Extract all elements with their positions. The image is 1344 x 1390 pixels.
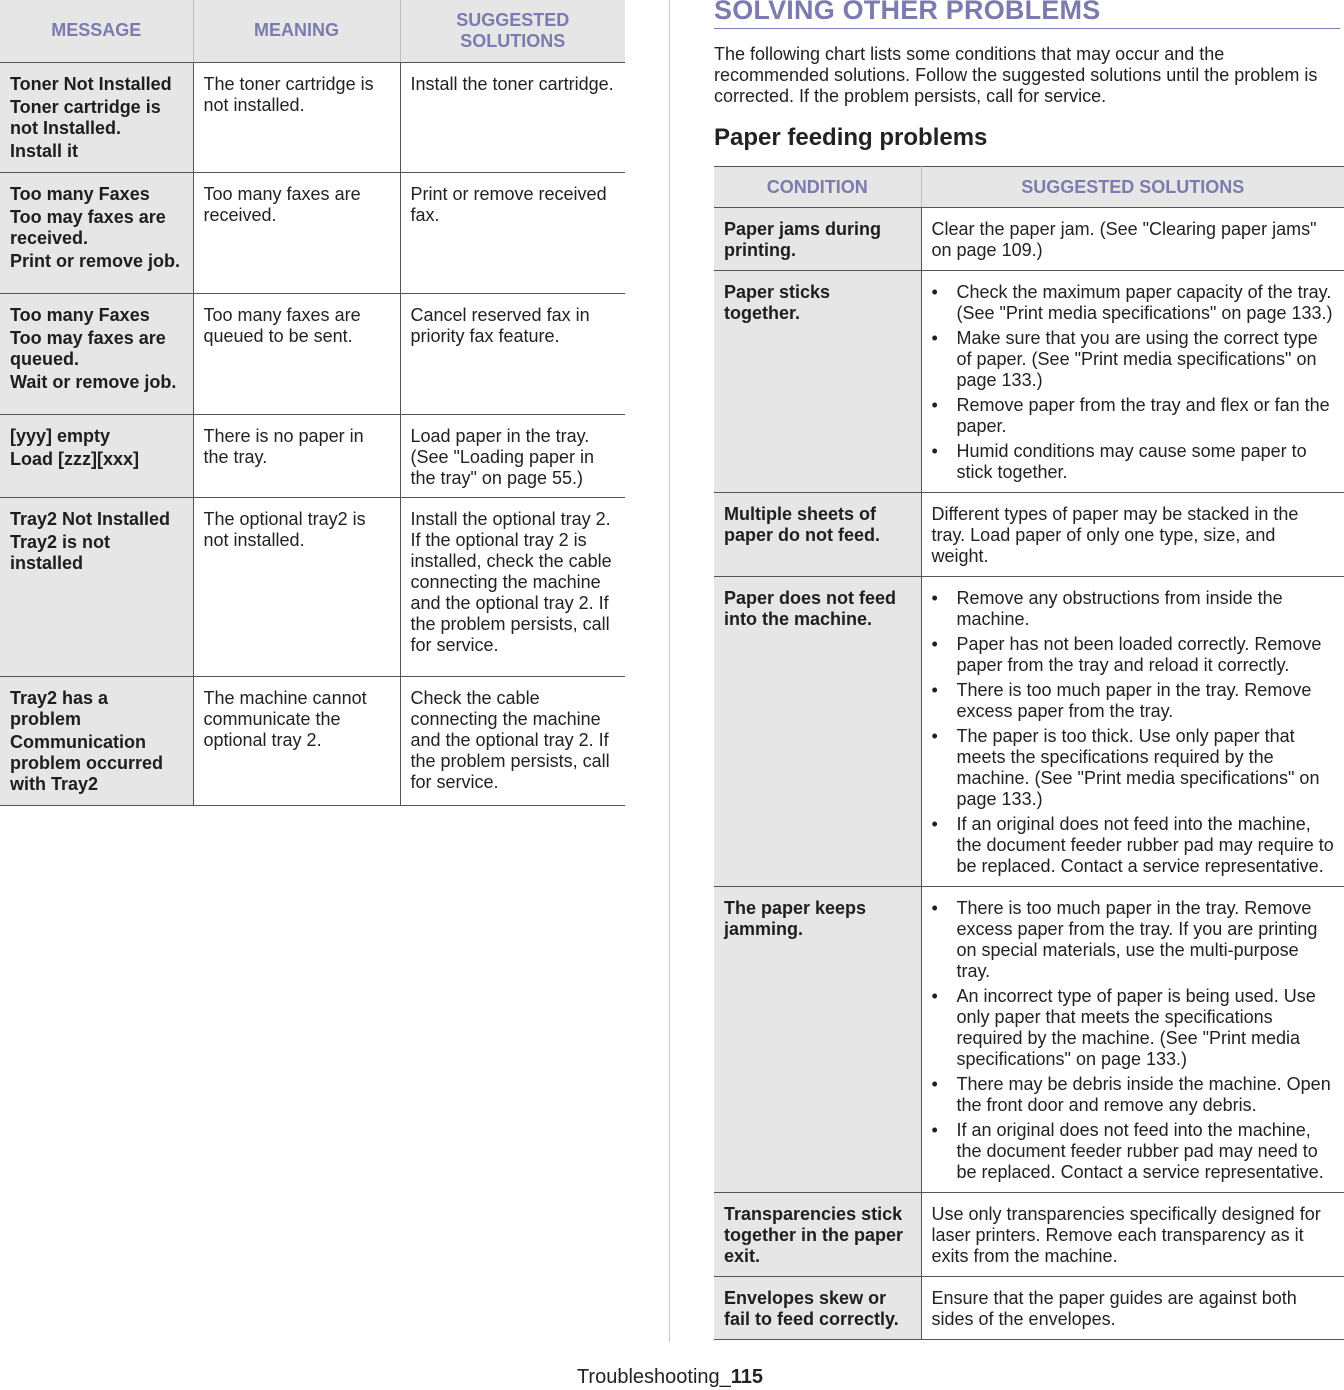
condition-cell: Paper does not feed into the machine. bbox=[714, 577, 921, 887]
solution-cell: Load paper in the tray. (See "Loading paper in the tray" on page 55.) bbox=[400, 414, 625, 497]
meaning-cell: There is no paper in the tray. bbox=[193, 414, 400, 497]
message-line: Toner cartridge is not Installed. bbox=[10, 96, 161, 138]
message-line: Tray2 Not Installed bbox=[10, 508, 171, 529]
message-line: Load [zzz][xxx] bbox=[10, 448, 140, 469]
meaning-cell: Too many faxes are received. bbox=[193, 172, 400, 293]
message-line: Tray2 has a problem bbox=[10, 687, 109, 729]
page-number: 115 bbox=[730, 1366, 764, 1388]
meaning-cell: The machine cannot communicate the optional tray 2. bbox=[193, 676, 400, 805]
paper-feeding-table bbox=[714, 166, 1344, 1340]
table-row bbox=[0, 497, 625, 676]
table-row bbox=[714, 208, 1344, 271]
condition-cell: The paper keeps jamming. bbox=[714, 887, 921, 1193]
condition-cell: Envelopes skew or fail to feed correctly. bbox=[714, 1277, 921, 1340]
table-row bbox=[714, 887, 1344, 1193]
solution-bullet: • An incorrect type of paper is being used. Use only paper that meets the specifications required by the machine. (See "Print media specifications" on page 133.) bbox=[932, 986, 1335, 1070]
message-cell bbox=[0, 293, 193, 414]
solution-bullet: • Remove any obstructions from inside the machine. bbox=[932, 588, 1335, 630]
table-row bbox=[0, 414, 625, 497]
subsection-title: Paper feeding problems bbox=[714, 124, 988, 151]
solution-bullet: • Remove paper from the tray and flex or fan the paper. bbox=[932, 395, 1335, 437]
solution-cell bbox=[921, 577, 1344, 887]
solution-cell: Install the toner cartridge. bbox=[400, 62, 625, 172]
solution-cell: Install the optional tray 2. If the optional tray 2 is installed, check the cable connecting the machine and the optional tray 2. If the problem persists, call for service. bbox=[400, 497, 625, 676]
message-line: Too many Faxes bbox=[10, 183, 150, 204]
solution-cell: Print or remove received fax. bbox=[400, 172, 625, 293]
section-title: SOLVING OTHER PROBLEMS bbox=[714, 0, 1340, 29]
condition-cell: Multiple sheets of paper do not feed. bbox=[714, 493, 921, 577]
solution-bullet: • There may be debris inside the machine. Open the front door and remove any debris. bbox=[932, 1074, 1335, 1116]
table-row bbox=[714, 577, 1344, 887]
solution-bullet: • Humid conditions may cause some paper to stick together. bbox=[932, 441, 1335, 483]
solution-bullet: • If an original does not feed into the machine, the document feeder rubber pad may require to be replaced. Contact a service representative. bbox=[932, 814, 1335, 877]
header-message: MESSAGE bbox=[0, 0, 193, 62]
solution-bullet: • Make sure that you are using the correct type of paper. (See "Print media specifications" on page 133.) bbox=[932, 328, 1335, 391]
meaning-cell: The toner cartridge is not installed. bbox=[193, 62, 400, 172]
message-line: Install it bbox=[10, 140, 79, 161]
table-row bbox=[0, 293, 625, 414]
table-row bbox=[714, 271, 1344, 493]
table-row bbox=[0, 172, 625, 293]
solution-cell: Ensure that the paper guides are against both sides of the envelopes. bbox=[921, 1277, 1344, 1340]
solution-cell bbox=[921, 271, 1344, 493]
table-row bbox=[0, 676, 625, 805]
message-line: Wait or remove job. bbox=[10, 371, 177, 392]
message-cell bbox=[0, 497, 193, 676]
solution-list bbox=[932, 282, 1335, 483]
solution-cell: Clear the paper jam. (See "Clearing paper jams" on page 109.) bbox=[921, 208, 1344, 271]
message-cell bbox=[0, 676, 193, 805]
message-cell bbox=[0, 62, 193, 172]
header-suggested-solutions: SUGGESTED SOLUTIONS bbox=[400, 0, 625, 62]
table-row bbox=[714, 1277, 1344, 1340]
header-meaning: MEANING bbox=[193, 0, 400, 62]
message-table-header bbox=[0, 0, 625, 62]
message-line: Print or remove job. bbox=[10, 250, 181, 271]
table-row bbox=[714, 1193, 1344, 1277]
table-row bbox=[0, 62, 625, 172]
header-suggested-solutions: SUGGESTED SOLUTIONS bbox=[921, 167, 1344, 208]
solution-bullet: • Check the maximum paper capacity of the tray. (See "Print media specifications" on page 133.) bbox=[932, 282, 1335, 324]
intro-paragraph: The following chart lists some conditions that may occur and the recommended solutions. Follow the suggested solutions until the problem is corrected. If the problem persists, call for service. bbox=[714, 44, 1318, 106]
message-line: Tray2 is not installed bbox=[10, 531, 111, 573]
footer-label: Troubleshooting_ bbox=[576, 1366, 731, 1388]
message-line: Too many Faxes bbox=[10, 304, 150, 325]
message-line: [yyy] empty bbox=[10, 425, 111, 446]
page-footer bbox=[0, 1366, 1340, 1389]
solution-bullet: • There is too much paper in the tray. Remove excess paper from the tray. If you are printing on special materials, use the multi-purpose tray. bbox=[932, 898, 1335, 982]
paper-feeding-table-header bbox=[714, 167, 1344, 208]
meaning-cell: The optional tray2 is not installed. bbox=[193, 497, 400, 676]
message-cell bbox=[0, 172, 193, 293]
message-table bbox=[0, 0, 625, 806]
solution-bullet: • If an original does not feed into the machine, the document feeder rubber pad may need to be replaced. Contact a service representative. bbox=[932, 1120, 1335, 1183]
message-line: Too may faxes are received. bbox=[10, 206, 166, 248]
solution-cell: Different types of paper may be stacked in the tray. Load paper of only one type, size, and weight. bbox=[921, 493, 1344, 577]
meaning-cell: Too many faxes are queued to be sent. bbox=[193, 293, 400, 414]
solution-cell: Check the cable connecting the machine and the optional tray 2. If the problem persists, call for service. bbox=[400, 676, 625, 805]
message-line: Too may faxes are queued. bbox=[10, 327, 166, 369]
header-condition: CONDITION bbox=[714, 167, 921, 208]
message-line: Communication problem occurred with Tray2 bbox=[10, 731, 164, 794]
condition-cell: Paper sticks together. bbox=[714, 271, 921, 493]
solution-list bbox=[932, 588, 1335, 877]
column-divider bbox=[669, 0, 670, 1342]
condition-cell: Transparencies stick together in the paper exit. bbox=[714, 1193, 921, 1277]
solution-bullet: • The paper is too thick. Use only paper that meets the specifications required by the machine. (See "Print media specifications" on page 133.) bbox=[932, 726, 1335, 810]
table-row bbox=[714, 493, 1344, 577]
solution-list bbox=[932, 898, 1335, 1183]
message-line: Toner Not Installed bbox=[10, 73, 172, 94]
message-cell bbox=[0, 414, 193, 497]
solution-cell bbox=[921, 887, 1344, 1193]
solution-cell: Cancel reserved fax in priority fax feature. bbox=[400, 293, 625, 414]
condition-cell: Paper jams during printing. bbox=[714, 208, 921, 271]
solution-cell: Use only transparencies specifically designed for laser printers. Remove each transparency as it exits from the machine. bbox=[921, 1193, 1344, 1277]
solution-bullet: • There is too much paper in the tray. Remove excess paper from the tray. bbox=[932, 680, 1335, 722]
solution-bullet: • Paper has not been loaded correctly. Remove paper from the tray and reload it correctly. bbox=[932, 634, 1335, 676]
